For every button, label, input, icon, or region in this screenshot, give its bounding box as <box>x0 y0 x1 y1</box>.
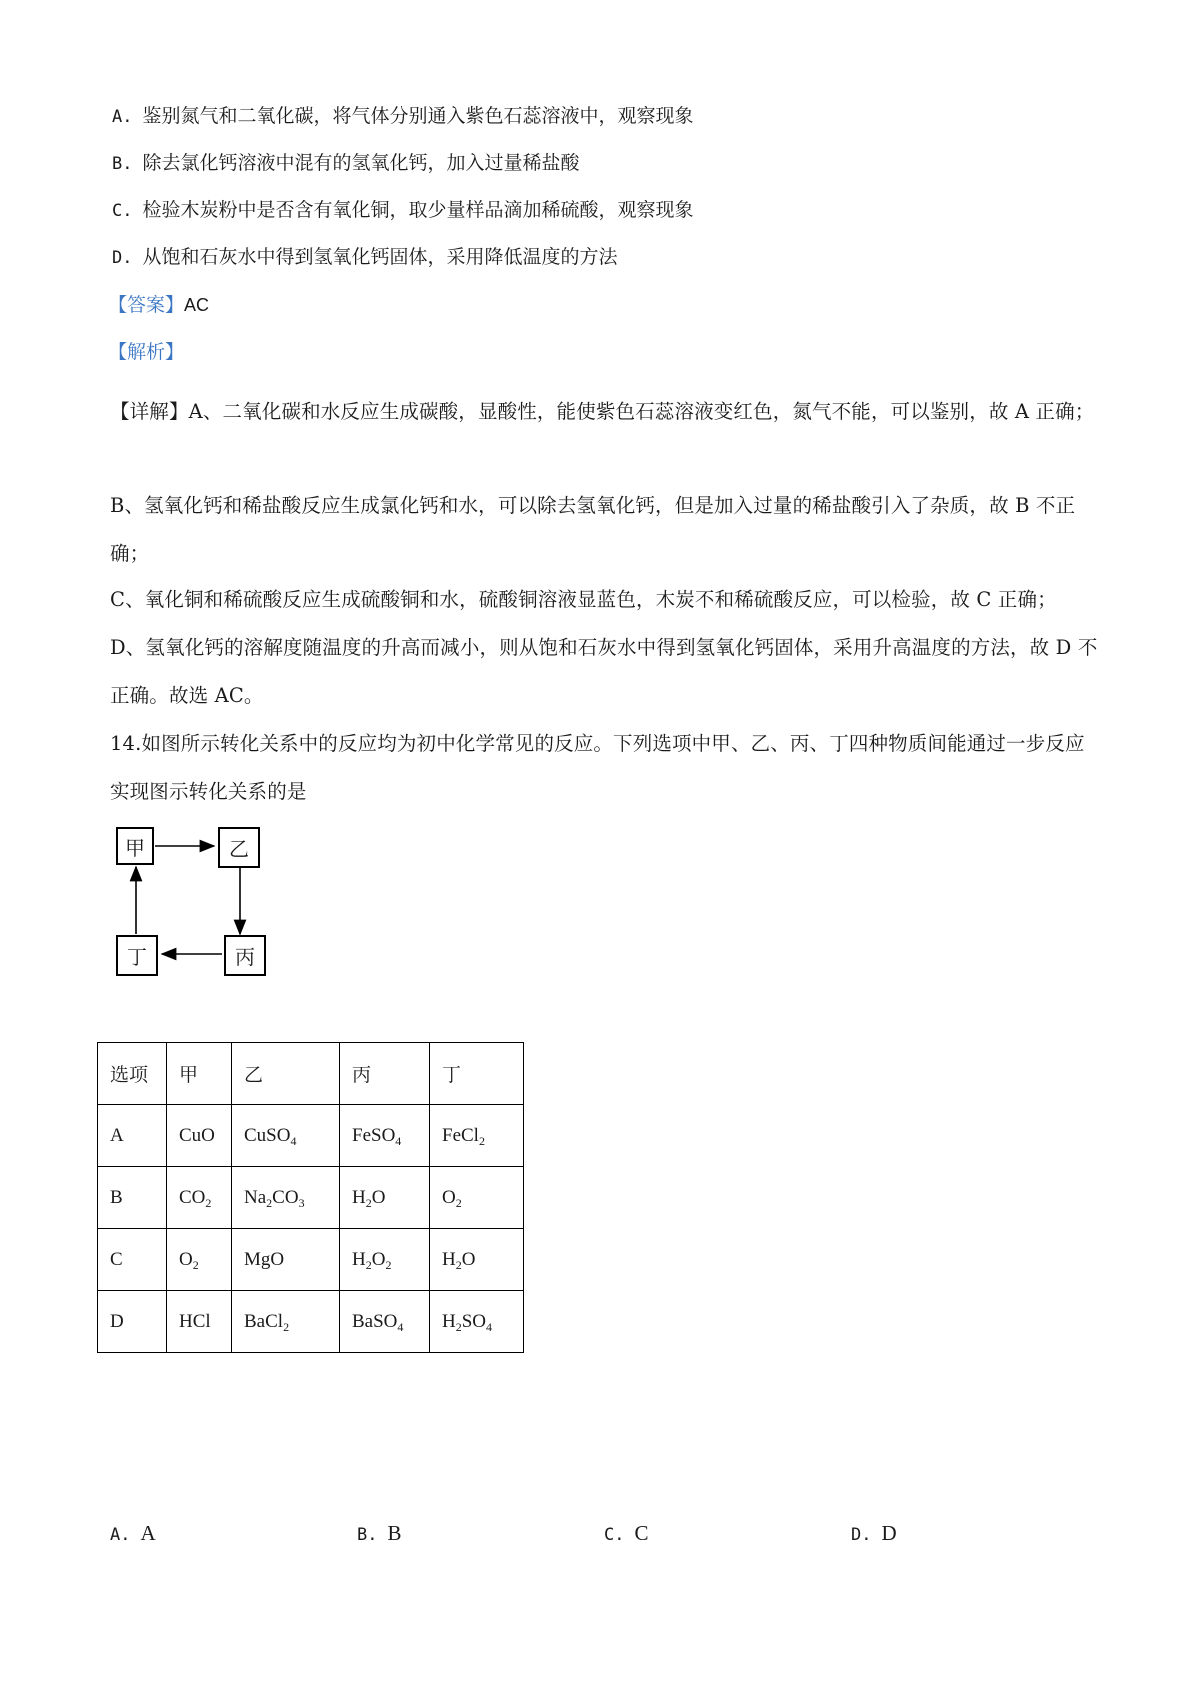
table-row <box>98 1105 524 1167</box>
table-header-cell: 甲 <box>167 1043 232 1105</box>
box-jia: 甲 <box>116 827 154 865</box>
table-cell: BaSO$_4$ <box>340 1291 430 1353</box>
table-cell: $H_2O$ <box>340 1167 430 1229</box>
table-header-cell: 丙 <box>340 1043 430 1105</box>
choice-letter: D. <box>851 1525 872 1545</box>
option-letter: A. <box>112 107 133 127</box>
choice-letter: A. <box>110 1525 131 1545</box>
table-header-cell: 选项 <box>98 1043 167 1105</box>
table-cell: $H_2O$ <box>430 1229 524 1291</box>
options-table-body <box>98 1043 524 1353</box>
table-row <box>98 1291 524 1353</box>
table-cell: $H_2O_2$ <box>340 1229 430 1291</box>
table-cell: $H_2SO_4$ <box>430 1291 524 1353</box>
option-text: 从饱和石灰水中得到氢氧化钙固体，采用降低温度的方法 <box>142 246 618 268</box>
table-cell: HCl <box>167 1291 232 1353</box>
choice-letter: B. <box>357 1525 378 1545</box>
choice-value: D <box>881 1521 897 1545</box>
analysis-label: 【解析】 <box>108 341 185 363</box>
q14-stem: 14.如图所示转化关系中的反应均为初中化学常见的反应。下列选项中甲、乙、丙、丁四种物质间能通过一步反应实现图示转化关系的是 <box>110 732 1085 803</box>
detail-paragraph-c: C、氧化铜和稀硫酸反应生成硫酸铜和水，硫酸铜溶液显蓝色，木炭不和稀硫酸反应，可以检验，故 C 正确； <box>110 588 1057 611</box>
detail-paragraph-d: D、氢氧化钙的溶解度随温度的升高而减小，则从饱和石灰水中得到氢氧化钙固体，采用升高温度的方法，故 D 不正确。故选 AC。 <box>110 636 1098 707</box>
table-header-row <box>98 1043 524 1105</box>
q14-choice-b <box>357 1521 402 1546</box>
table-row <box>98 1167 524 1229</box>
table-cell: $O_2$ <box>167 1229 232 1291</box>
options-table <box>97 1042 524 1353</box>
table-header-cell: 乙 <box>232 1043 340 1105</box>
answer-value: AC <box>184 295 210 315</box>
option-letter: D. <box>112 248 133 268</box>
choice-value: C <box>634 1521 649 1545</box>
table-cell: A <box>98 1105 167 1167</box>
box-yi: 乙 <box>218 827 260 868</box>
option-text: 检验木炭粉中是否含有氧化铜，取少量样品滴加稀硫酸，观察现象 <box>142 199 694 221</box>
option-text: 鉴别氮气和二氧化碳，将气体分别通入紫色石蕊溶液中，观察现象 <box>142 105 694 127</box>
box-ding: 丁 <box>116 935 158 976</box>
table-cell: CuO <box>167 1105 232 1167</box>
table-cell: BaCl$_2$ <box>232 1291 340 1353</box>
option-text: 除去氯化钙溶液中混有的氢氧化钙，加入过量稀盐酸 <box>142 152 580 174</box>
table-cell: B <box>98 1167 167 1229</box>
table-cell: FeSO$_4$ <box>340 1105 430 1167</box>
box-bing: 丙 <box>224 935 266 976</box>
table-header-cell: 丁 <box>430 1043 524 1105</box>
detail-text: A、二氧化碳和水反应生成碳酸，显酸性，能使紫色石蕊溶液变红色，氮气不能，可以鉴别，故 A 正确； <box>188 400 1095 423</box>
table-cell: CuSO$_4$ <box>232 1105 340 1167</box>
table-cell: FeCl$_2$ <box>430 1105 524 1167</box>
answer-label: 【答案】 <box>108 294 185 316</box>
table-cell: $Na_2CO_3$ <box>232 1167 340 1229</box>
choice-value: A <box>140 1521 156 1545</box>
table-cell: $CO_2$ <box>167 1167 232 1229</box>
option-letter: C. <box>112 201 133 221</box>
detail-label: 【详解】 <box>110 400 189 423</box>
table-cell: MgO <box>232 1229 340 1291</box>
table-cell: $O_2$ <box>430 1167 524 1229</box>
table-cell: D <box>98 1291 167 1353</box>
option-letter: B. <box>112 154 133 174</box>
q14-choice-d <box>851 1521 897 1546</box>
table-cell: C <box>98 1229 167 1291</box>
q14-choice-c <box>604 1521 649 1546</box>
q14-choice-a <box>110 1521 156 1546</box>
choice-letter: C. <box>604 1525 625 1545</box>
choice-value: B <box>387 1521 402 1545</box>
table-row <box>98 1229 524 1291</box>
detail-paragraph-b: B、氢氧化钙和稀盐酸反应生成氯化钙和水，可以除去氢氧化钙，但是加入过量的稀盐酸引入了杂质，故 B 不正确； <box>110 494 1076 565</box>
